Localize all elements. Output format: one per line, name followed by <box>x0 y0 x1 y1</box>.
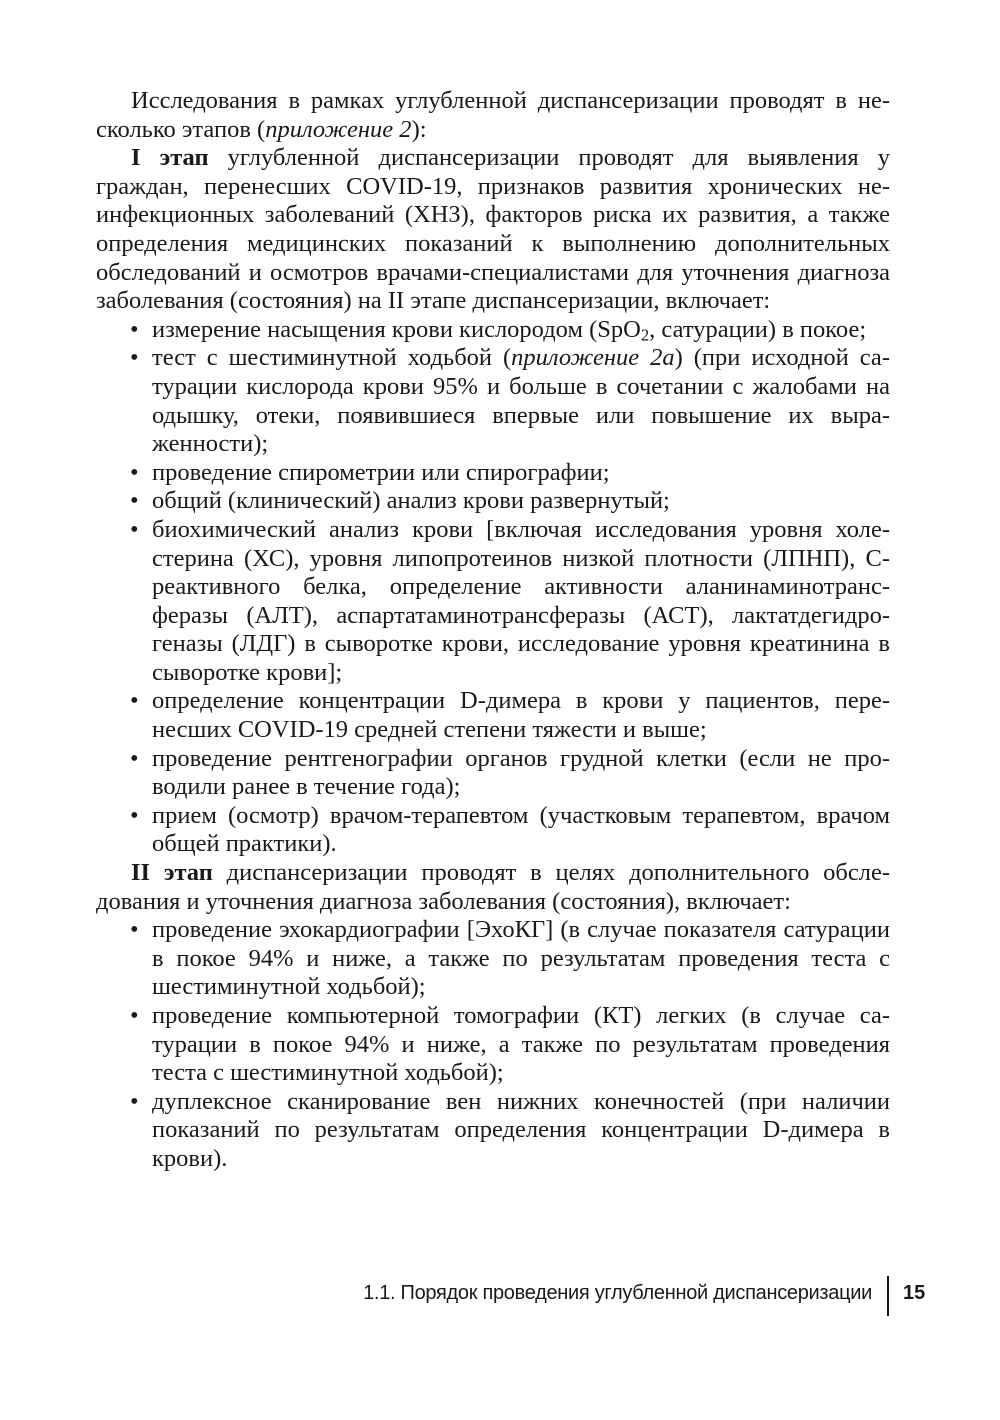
list-item-therapist: • прием (осмотр) врачом-терапевтом (участковым терапевтом, врачом общей практики). <box>152 802 890 859</box>
list-item-d-dimer: • определение концентрации D-димера в крови у пациентов, перенесших COVID-19 средней степени тяжести и выше; <box>152 687 890 744</box>
stage-1-label: I этап <box>131 144 209 172</box>
stage-2-label: II этап <box>131 859 213 887</box>
spo2-subscript: 2 <box>640 325 650 345</box>
stage-2-text: диспансеризации проводят в целях дополнительного обследования и уточнения диагноза заболевания (состояния), включает: <box>96 859 890 915</box>
stage-1-text: углубленной диспансеризации проводят для выявления у граждан, перенесших COVID-19, признаков развития хронических неинфекционных заболеваний (ХНЗ), факторов риска их развития, а также определения медицинских показаний к выполнению дополнительных обследований и осмотров врачами-специалистами для уточнения диагноза заболевания (состояния) на II этапе диспансеризации, включает: <box>96 144 891 315</box>
appendix-2-reference: приложение 2 <box>265 115 412 143</box>
stage-2-paragraph <box>96 859 890 916</box>
page-footer <box>0 1276 1000 1316</box>
list-item-blood-test: • общий (клинический) анализ крови развернутый; <box>152 487 890 516</box>
spo2-text-end: , сатурации) в покое; <box>649 315 867 343</box>
list-item-spirometry: • проведение спирометрии или спирографии; <box>152 459 890 488</box>
intro-text-end: ): <box>411 115 427 143</box>
intro-text: Исследования в рамках углубленной диспансеризации проводят в несколько этапов ( <box>96 87 890 143</box>
spo2-text: измерение насыщения крови кислородом (SpO <box>152 315 641 343</box>
list-item-echocardiography: • проведение эхокардиографии [ЭхоКГ] (в случае показателя сатурации в покое 94% и ниже, а также по результатам проведения теста с шестиминутной ходьбой); <box>152 916 890 1002</box>
page-number: 15 <box>903 1282 926 1304</box>
list-item-chest-xray: • проведение рентгенографии органов грудной клетки (если не проводили ранее в течение года); <box>152 745 890 802</box>
running-title: 1.1. Порядок проведения углубленной диспансеризации <box>363 1282 872 1304</box>
list-item-ct: • проведение компьютерной томографии (КТ) легких (в случае сатурации в покое 94% и ниже, а также по результатам проведения теста с шестиминутной ходьбой); <box>152 1002 890 1088</box>
footer-divider <box>887 1276 889 1316</box>
stage-2-list <box>96 916 890 1173</box>
walk-test-text: тест с шестиминутной ходьбой ( <box>152 344 512 372</box>
stage-1-list <box>96 316 890 859</box>
appendix-2a-reference: приложение 2а <box>511 344 675 372</box>
intro-paragraph <box>96 87 890 144</box>
list-item-spo2 <box>152 316 890 345</box>
list-item-duplex-scan: • дуплексное сканирование вен нижних конечностей (при наличии показаний по результатам определения концентрации D-димера в крови). <box>152 1088 890 1174</box>
list-item-walk-test <box>152 344 890 458</box>
page-content <box>96 87 890 1174</box>
list-item-biochemistry: • биохимический анализ крови [включая исследования уровня холестерина (ХС), уровня липопротеинов низкой плотности (ЛПНП), С-реактивного белка, определение активности аланинаминотрансферазы (АЛТ), аспартатаминотрансферазы (АСТ), лактатдегидрогеназы (ЛДГ) в сыворотке крови, исследование уровня креатинина в сыворотке крови]; <box>152 516 890 688</box>
walk-test-text-end: ) (при исходной сатурации кислорода крови 95% и больше в сочетании с жалобами на одышку, отеки, появившиеся впервые или повышение их выраженности); <box>152 344 890 458</box>
stage-1-paragraph <box>96 144 890 316</box>
